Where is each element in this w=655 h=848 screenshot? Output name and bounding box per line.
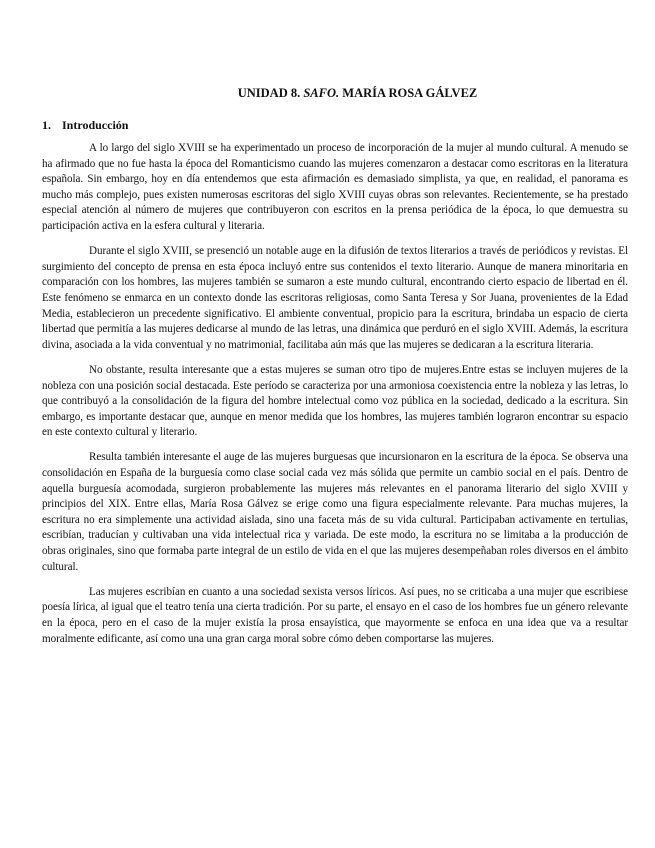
paragraph-3: No obstante, resulta interesante que a estas mujeres se suman otro tipo de mujeres.Entre estas se incluyen mujeres de la nobleza con una posición social destacada. Este período se caracteriza por una armoniosa coexistencia entre la nobleza y las letras, lo que contribuyó a la consolidación de la figura del hombre intelectual como voz pública en la sociedad, dedicado a la escritura. Sin embargo, es importante destacar que, aunque en menor medida que los hombres, las mujeres también lograron encontrar su espacio en este contexto cultural y literario. [42, 363, 628, 439]
page-title [42, 86, 628, 101]
title-author: MARÍA ROSA GÁLVEZ [342, 86, 478, 100]
title-prefix: UNIDAD 8. [237, 86, 301, 100]
paragraph-4: Resulta también interesante el auge de las mujeres burguesas que incursionaron en la escritura de la época. Se observa una consolidación en España de la burguesía como clase social cada vez más sólida que permite un cambio social en el país. Dentro de aquella burguesía acomodada, surgieron probablemente las mujeres más relevantes en el panorama literario del siglo XVIII y principios del XIX. Entre ellas, María Rosa Gálvez se erige como una figura especialmente relevante. Para muchas mujeres, la escritura no era simplemente una actividad aislada, sino una faceta más de su vida cultural. Participaban activamente en tertulias, escribían, traducían y cultivaban una vida intelectual rica y variada. De este modo, la escritura no se limitaba a la producción de obras originales, sino que formaba parte integral de un estilo de vida en el que las mujeres desempeñaban roles diversos en el ámbito cultural. [42, 451, 628, 573]
paragraph-2: Durante el siglo XVIII, se presenció un notable auge en la difusión de textos literarios a través de periódicos y revistas. El surgimiento del concepto de prensa en esta época incluyó entre sus contenidos el texto literario. Aunque de manera minoritaria en comparación con los hombres, las mujeres también se sumaron a este mundo cultural, encontrando cierto espacio de libertad en él. Este fenómeno se enmarca en un contexto donde las escritoras religiosas, como Santa Teresa y Sor Juana, provenientes de la Edad Media, establecieron un precedente significativo. El ambiente conventual, propicio para la escritura, brindaba un espacio de cierta libertad que permitía a las mujeres dedicarse al mundo de las letras, una dinámica que perduró en el siglo XVIII. Además, la escritura divina, asociada a la vida conventual y no matrimonial, facilitaba aún más que las mujeres se dedicaran a la escritura literaria. [42, 245, 628, 351]
section-heading [42, 118, 628, 133]
title-work: SAFO. [303, 86, 340, 100]
paragraph-1: A lo largo del siglo XVIII se ha experimentado un proceso de incorporación de la mujer al mundo cultural. A menudo se ha afirmado que no fue hasta la época del Romanticismo cuando las mujeres comenzaron a destacar como escritoras en la literatura española. Sin embargo, hoy en día entendemos que esta afirmación es demasiado simplista, ya que, en realidad, el panorama es mucho más complejo, pues existen numerosas escritoras del siglo XVIII cuyas obras son relevantes. Recientemente, se ha prestado especial atención al número de mujeres que contribuyeron con escritos en la prensa periódica de la época, lo que demuestra su participación activa en la esfera cultural y literaria. [42, 142, 628, 232]
section-number: 1. [42, 118, 51, 132]
paragraph-5: Las mujeres escribían en cuanto a una sociedad sexista versos líricos. Así pues, no se criticaba a una mujer que escribiese poesía lírica, al igual que el teatro tenía una cierta tradición. Por su parte, el ensayo en el caso de los hombres fue un género relevante en la época, pero en el caso de la mujer existía la prosa ensayística, que mayormente se enfoca en una idea que va a resultar moralmente edificante, así como una una gran carga moral sobre cómo deben comportarse las mujeres. [42, 585, 628, 645]
section-title: Introducción [62, 118, 129, 132]
